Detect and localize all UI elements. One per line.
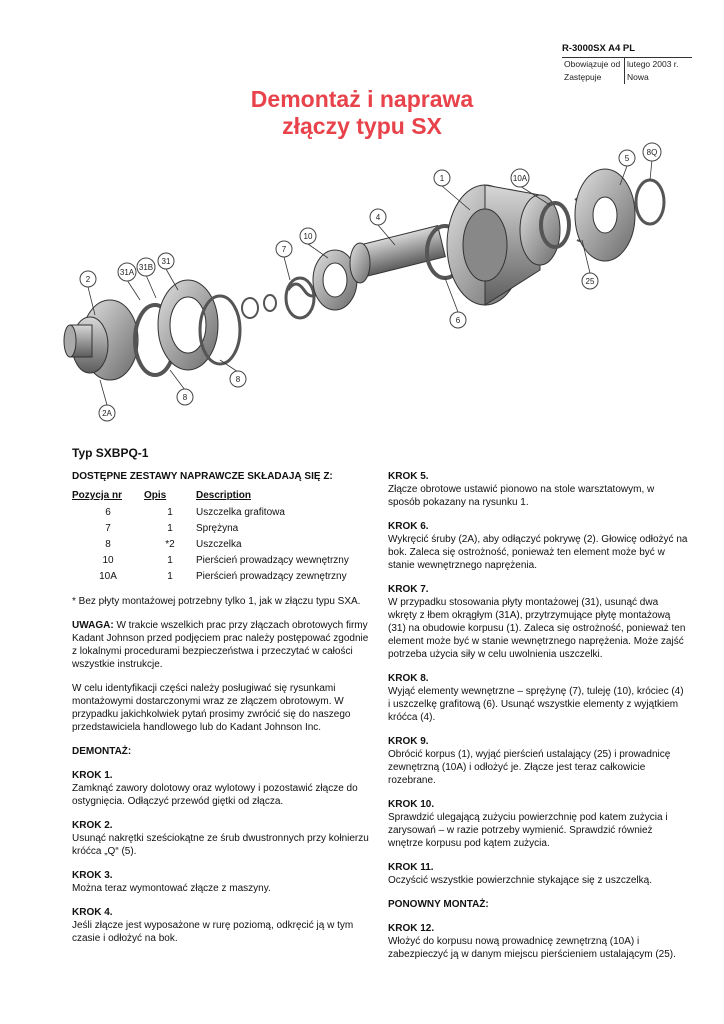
info-paragraph: W celu identyfikacji części należy posługiwać się rysunkami montażowymi dostarczonymi wraz ze złączem obrotowym. W przypadku jakichkolwiek pytań prosimy zwrócić się do naszego przedstawiciela handlowego lub do Kadant Johnson Inc.	[72, 683, 351, 733]
step-title: KROK 7.	[388, 584, 429, 595]
callout-8q	[643, 143, 661, 180]
callout-8-bottom	[170, 370, 193, 405]
step-text: Jeśli złącze jest wyposażone w rurę poziomą, odkręcić ją w tym czasie i odłożyć na bok.	[72, 920, 354, 944]
step-text: Wyjąć elementy wewnętrzne – sprężynę (7), tuleję (10), króciec (4) i uszczelkę grafitową (6). Usunąć wszystkie elementy z wyjątkiem króćca (4).	[388, 686, 684, 723]
svg-text:1: 1	[439, 174, 445, 183]
replaces-value: Nowa	[627, 72, 649, 82]
table-row	[72, 505, 349, 521]
kit-table-header	[72, 487, 349, 505]
step-title: KROK 6.	[388, 521, 429, 532]
warning-text: W trakcie wszelkich prac przy złączach obrotowych firmy Kadant Johnson przed podjęciem prac należy postępować zgodnie z lokalnymi procedurami bezpieczeństwa i przeczytać w całości wszystkie instrukcje.	[72, 620, 369, 670]
svg-text:2: 2	[85, 275, 91, 284]
callout-7	[276, 241, 292, 280]
warning-label: UWAGA:	[72, 620, 114, 631]
svg-text:5: 5	[624, 154, 630, 163]
cell-position: 10A	[99, 571, 117, 582]
col-position: Pozycja nr	[72, 490, 123, 501]
step-title: KROK 1.	[72, 770, 113, 781]
step-4	[72, 906, 372, 945]
step-text: Złącze obrotowe ustawić pionowo na stole warsztatowym, w sposób pokazany na rysunku 1.	[388, 484, 655, 508]
valid-value: lutego 2003 r.	[625, 58, 693, 72]
cell-qty: 1	[167, 571, 173, 582]
step-title: KROK 3.	[72, 870, 113, 881]
svg-text:8Q: 8Q	[646, 148, 658, 157]
callout-31b	[137, 258, 156, 298]
svg-text:7: 7	[281, 245, 287, 254]
kit-footnote: * Bez płyty montażowej potrzebny tylko 1, jak w złączu typu SXA.	[72, 596, 361, 607]
step-text: Oczyścić wszystkie powierzchnie stykające się z uszczelką.	[388, 875, 652, 886]
step-title: KROK 2.	[72, 820, 113, 831]
svg-text:10: 10	[303, 232, 313, 241]
step-12	[388, 922, 688, 961]
step-title: KROK 9.	[388, 736, 429, 747]
step-text: Można teraz wymontować złącze z maszyny.	[72, 883, 271, 894]
body-part	[447, 185, 560, 305]
title-line-2: złączy typu SX	[282, 113, 442, 139]
exploded-view-diagram	[60, 140, 700, 430]
col-description: Description	[196, 490, 252, 501]
step-6	[388, 520, 688, 572]
title-line-1: Demontaż i naprawa	[250, 86, 474, 112]
page-title	[0, 86, 724, 140]
reassembly-heading: PONOWNY MONTAŻ:	[388, 899, 489, 910]
cell-position: 10	[102, 555, 114, 566]
step-text: Usunąć nakrętki sześciokątne ze śrub dwustronnych przy kołnierzu króćca „Q“ (5).	[72, 833, 369, 857]
cell-position: 7	[105, 523, 111, 534]
step-title: KROK 5.	[388, 471, 429, 482]
cell-description: Sprężyna	[196, 523, 239, 534]
svg-text:31A: 31A	[119, 268, 135, 277]
right-column	[388, 470, 688, 972]
svg-text:10A: 10A	[512, 174, 528, 183]
step-11	[388, 861, 688, 887]
valid-label: Obowiązuje od	[562, 58, 625, 72]
step-text: Wykręcić śruby (2A), aby odłączyć pokrywę (2). Głowicę odłożyć na bok. Zaleca się ostrożność, ponieważ ten element może być w stanie wewnętrznego naprężenia.	[388, 534, 688, 571]
cell-position: 8	[105, 539, 111, 550]
step-2	[72, 819, 372, 858]
svg-text:2A: 2A	[102, 409, 112, 418]
gasket-8q-part	[636, 180, 664, 224]
step-title: KROK 11.	[388, 862, 434, 873]
left-column	[72, 470, 372, 956]
step-text: W przypadku stosowania płyty montażowej (31), usunąć dwa wkręty z łbem okrągłym (31A), przytrzymujące płytę montażową (31) na obudowie korpusu (1). Zaleca się ostrożność, ponieważ ten element może być w stanie wewnętrznego naprężenia. Może zajść potrzeba użycia siły w celu uwolnienia uszczelki.	[388, 597, 686, 660]
cell-qty: *2	[165, 539, 175, 550]
step-text: Włożyć do korpusu nową prowadnicę zewnętrzną (10A) i zabezpieczyć ją w danym miejscu pierścieniem ustalającym (25).	[388, 936, 676, 960]
subtitle: Typ SXBPQ-1	[72, 446, 149, 460]
step-title: KROK 12.	[388, 923, 435, 934]
step-5	[388, 470, 688, 509]
svg-text:4: 4	[375, 213, 381, 222]
disassembly-heading: DEMONTAŻ:	[72, 746, 132, 757]
step-title: KROK 8.	[388, 673, 429, 684]
svg-text:25: 25	[585, 277, 595, 286]
svg-text:31B: 31B	[138, 263, 154, 272]
kit-heading: DOSTĘPNE ZESTAWY NAPRAWCZE SKŁADAJĄ SIĘ Z:	[72, 471, 333, 482]
callout-31	[158, 253, 178, 290]
cell-qty: 1	[167, 507, 173, 518]
step-7	[388, 583, 688, 661]
step-1	[72, 769, 372, 808]
cell-position: 6	[105, 507, 111, 518]
cell-description: Uszczelka	[196, 539, 242, 550]
step-9	[388, 735, 688, 787]
kit-table	[72, 487, 349, 585]
cell-qty: 1	[167, 555, 173, 566]
col-qty: Opis	[144, 490, 167, 501]
svg-text:6: 6	[455, 316, 461, 325]
document-code: R-3000SX A4 PL	[562, 43, 636, 54]
table-row	[72, 537, 349, 553]
table-row	[72, 553, 349, 569]
callout-2a	[99, 380, 115, 421]
step-10	[388, 798, 688, 850]
header-table	[562, 57, 692, 84]
cell-description: Uszczelka grafitowa	[196, 507, 285, 518]
svg-text:8: 8	[182, 393, 188, 402]
step-text: Sprawdzić ulegającą zużyciu powierzchnię pod katem zużycia i zarysowań – w razie potrzeby wymienić. Sprawdzić również wnętrze korpusu pod kątem zużycia.	[388, 812, 668, 849]
cell-description: Pierścień prowadzący zewnętrzny	[196, 571, 347, 582]
step-8	[388, 672, 688, 724]
table-row	[72, 521, 349, 537]
cell-description: Pierścień prowadzący wewnętrzny	[196, 555, 349, 566]
step-text: Obrócić korpus (1), wyjąć pierścień ustalający (25) i prowadnicę zewnętrzną (10A) i odłożyć je. Złącze jest teraz całkowicie rozebrane.	[388, 749, 671, 786]
replaces-label: Zastępuje	[562, 71, 625, 84]
cover-part	[64, 300, 138, 380]
step-title: KROK 10.	[388, 799, 435, 810]
warning-paragraph	[72, 619, 372, 671]
svg-text:31: 31	[161, 257, 171, 266]
step-text: Zamknąć zawory dolotowy oraz wylotowy i pozostawić złącze do ostygnięcia. Odłączyć przewód giętki od złącza.	[72, 783, 358, 807]
step-3	[72, 869, 372, 895]
table-row	[72, 569, 349, 585]
document-header	[562, 43, 692, 84]
callout-2	[80, 271, 96, 315]
step-title: KROK 4.	[72, 907, 113, 918]
cell-qty: 1	[167, 523, 173, 534]
svg-text:8: 8	[235, 375, 241, 384]
